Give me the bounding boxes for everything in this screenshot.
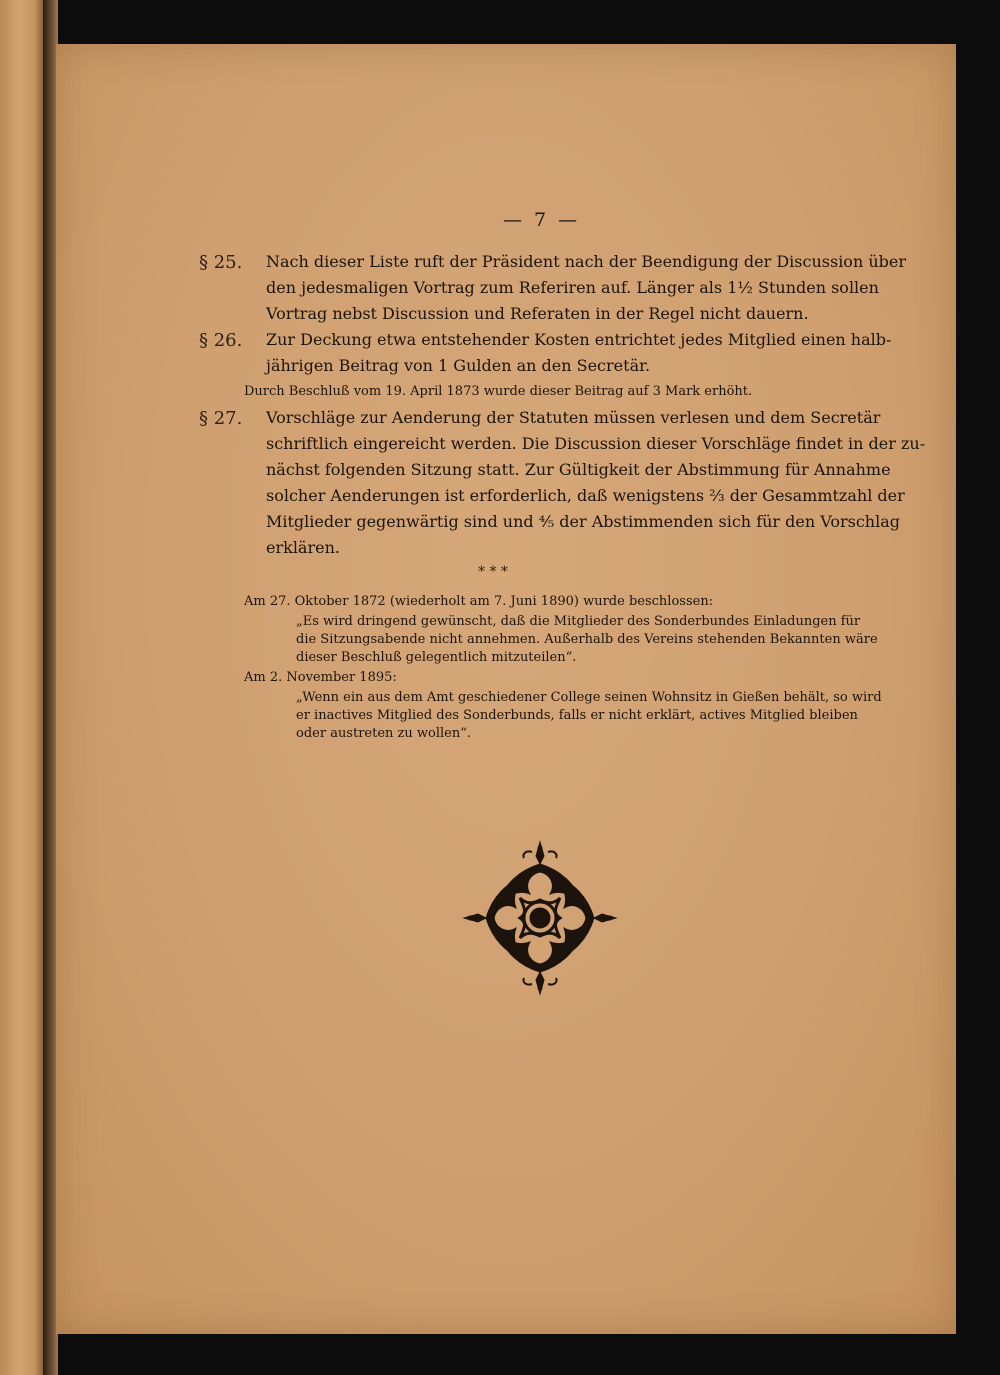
resolution-line: dieser Beschluß gelegentlich mitzuteilen“. [296, 650, 577, 665]
separator-asterisks: * * * [478, 564, 508, 580]
resolution-line: er inactives Mitglied des Sonderbunds, falls er nicht erklärt, actives Mitglied bleiben [296, 708, 858, 723]
resolution-line: die Sitzungsabende nicht annehmen. Außerhalb des Vereins stehenden Bekannten wäre [296, 632, 878, 647]
paragraph-line: schriftlich eingereicht werden. Die Discussion dieser Vorschläge findet in der zu- [266, 434, 926, 453]
resolution-heading: Am 2. November 1895: [244, 670, 397, 685]
paragraph-line: Vorschläge zur Aenderung der Statuten müssen verlesen und dem Secretär [266, 408, 881, 427]
document-page [56, 44, 956, 1334]
floral-ornament-icon [460, 838, 620, 998]
paragraph-line: Vortrag nebst Discussion und Referaten in der Regel nicht dauern. [266, 304, 809, 323]
paragraph-line: Zur Deckung etwa entstehender Kosten entrichtet jedes Mitglied einen halb- [266, 330, 892, 349]
page-number: — 7 — [503, 209, 581, 231]
paragraph-line: Nach dieser Liste ruft der Präsident nach der Beendigung der Discussion über [266, 252, 906, 271]
page-edge-left [0, 0, 43, 1375]
paragraph-line: Mitglieder gegenwärtig sind und ⅘ der Abstimmenden sich für den Vorschlag [266, 512, 900, 531]
paragraph-line: jährigen Beitrag von 1 Gulden an den Secretär. [266, 356, 651, 375]
resolution-line: oder austreten zu wollen“. [296, 726, 472, 741]
paragraph-number: § 26. [199, 330, 243, 351]
paragraph-line: solcher Aenderungen ist erforderlich, daß wenigstens ⅔ der Gesammtzahl der [266, 486, 905, 505]
paragraph-footnote: Durch Beschluß vom 19. April 1873 wurde dieser Beitrag auf 3 Mark erhöht. [244, 384, 753, 399]
resolution-line: „Es wird dringend gewünscht, daß die Mitglieder des Sonderbundes Einladungen für [296, 614, 861, 629]
paragraph-line: den jedesmaligen Vortrag zum Referiren auf. Länger als 1½ Stunden sollen [266, 278, 879, 297]
resolution-line: „Wenn ein aus dem Amt geschiedener College seinen Wohnsitz in Gießen behält, so wird [296, 690, 882, 705]
resolution-heading: Am 27. Oktober 1872 (wiederholt am 7. Juni 1890) wurde beschlossen: [244, 594, 714, 609]
paragraph-line: nächst folgenden Sitzung statt. Zur Gültigkeit der Abstimmung für Annahme [266, 460, 891, 479]
paragraph-number: § 25. [199, 252, 243, 273]
paragraph-line: erklären. [266, 538, 340, 557]
paragraph-number: § 27. [199, 408, 243, 429]
